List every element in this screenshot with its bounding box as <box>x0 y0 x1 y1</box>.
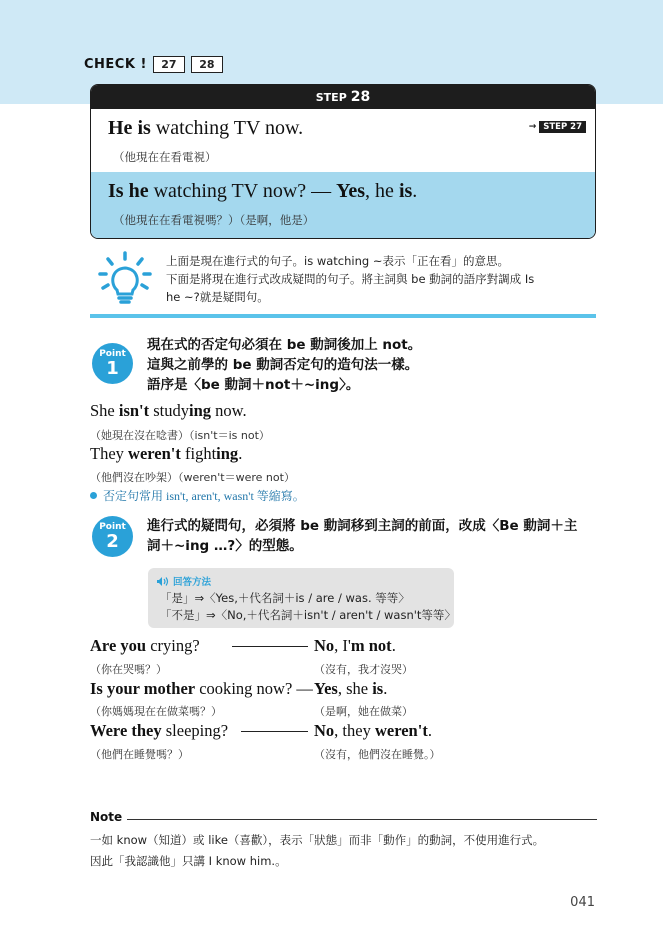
point-1-note-text: 否定句常用 isn't, aren't, wasn't 等縮寫。 <box>103 489 305 503</box>
qa-2-answer: Yes, she is. <box>314 679 388 698</box>
step-number: 28 <box>350 89 371 105</box>
answer-method-box <box>148 568 454 628</box>
point-1-text <box>147 335 421 395</box>
step-header <box>91 85 595 109</box>
example-row-1 <box>91 109 595 172</box>
check-box-27[interactable]: 27 <box>153 56 185 73</box>
word-yes: Yes <box>336 180 366 202</box>
point-1-number: 1 <box>106 357 119 379</box>
check-box-28[interactable]: 28 <box>191 56 223 73</box>
word-is: is <box>137 117 151 139</box>
point-1-example-1: She isn't studying now. <box>90 401 247 420</box>
point-2-label: Point <box>99 521 126 532</box>
qa-3-answer: No, they weren't. <box>314 721 432 740</box>
qa-1-question: Are you crying? <box>90 636 200 655</box>
section-divider <box>90 314 596 318</box>
note-title: Note <box>90 810 123 824</box>
word-he: He <box>108 117 133 139</box>
point-1-example-2: They weren't fighting. <box>90 444 243 463</box>
word-is-q: Is <box>108 180 124 202</box>
qa-2-question: Is your mother cooking now? — <box>90 679 313 698</box>
arrow-icon: → <box>528 122 537 132</box>
lightbulb-icon <box>96 250 154 306</box>
answer-no: 「不是」⇒〈No,＋代名詞＋isn't / aren't / wasn't等等〉 <box>160 608 456 622</box>
speaker-icon <box>156 576 169 587</box>
note-text <box>90 830 600 872</box>
point-2-badge <box>92 516 133 557</box>
point-1-example-1-translation: （她現在沒在唸書）（isn't＝is not） <box>90 429 270 442</box>
word-is-a: is <box>398 180 413 202</box>
word-he-q: he <box>128 180 149 202</box>
example-sentence-2 <box>108 180 417 203</box>
check-label: CHECK ! <box>84 57 147 72</box>
step-ref-link[interactable] <box>529 121 586 133</box>
answer-method-title: 回答方法 <box>173 577 212 588</box>
qa-2-answer-translation: （是啊，她在做菜） <box>314 705 413 718</box>
note-divider <box>127 819 597 820</box>
point-1-badge <box>92 343 133 384</box>
example-translation-1: （他現在在看電視） <box>113 150 217 164</box>
example-sentence-1 <box>108 117 303 140</box>
qa-1-answer: No, I'm not. <box>314 636 396 655</box>
point-1-line-1: 現在式的否定句必須在 be 動詞後加上 not。 <box>147 337 422 353</box>
bullet-icon <box>90 492 97 499</box>
word-watching-q: watching <box>153 180 227 202</box>
example-row-2 <box>91 172 595 239</box>
word-he-a: , he <box>365 180 394 202</box>
period: . <box>412 180 418 202</box>
point-1-line-2: 這與之前學的 be 動詞否定句的造句法一樣。 <box>147 357 419 373</box>
note-line-1: 一如 know（知道）或 like（喜歡），表示「狀態」而非「動作」的動詞，不使用進行式。 <box>90 833 545 847</box>
point-1-label: Point <box>99 348 126 359</box>
answer-method-header <box>156 574 211 588</box>
intro-line-1: 上面是現在進行式的句子。is watching ~表示「正在看」的意思。 <box>166 254 509 268</box>
step-label: STEP <box>315 90 347 104</box>
step-ref-tag: STEP 27 <box>539 121 586 133</box>
point-2-line-2: 詞＋~ing …?〉的型態。 <box>147 538 303 554</box>
check-bar <box>84 56 223 73</box>
qa-1-question-translation: （你在哭嗎？） <box>90 663 167 676</box>
note-line-2: 因此「我認識他」只講 I know him.。 <box>90 854 287 868</box>
point-1-note <box>90 487 305 504</box>
point-1-example-2-translation: （他們沒在吵架）（weren't＝were not） <box>90 471 295 484</box>
example-translation-2: （他現在在看電視嗎？）（是啊，他是） <box>113 213 315 227</box>
point-2-text <box>147 516 577 556</box>
answer-yes: 「是」⇒〈Yes,＋代名詞＋is / are / was. 等等〉 <box>160 591 410 605</box>
qa-3-question: Were they sleeping? <box>90 721 229 740</box>
intro-line-2: 下面是將現在進行式改成疑問的句子。將主詞與 be 動詞的語序對調成 Is <box>166 272 535 286</box>
word-tv-now: TV now. <box>233 117 304 139</box>
qa-3-connector <box>241 731 308 732</box>
page-number: 041 <box>570 895 595 910</box>
qa-2-question-translation: （你媽媽現在在做菜嗎？） <box>90 705 222 718</box>
point-1-line-3: 語序是〈be 動詞＋not＋~ing〉。 <box>147 377 360 393</box>
intro-text <box>166 252 586 306</box>
qa-3-answer-translation: （沒有，他們沒在睡覺。） <box>314 748 441 761</box>
word-tv-now-q: TV now? — <box>231 180 332 202</box>
point-2-number: 2 <box>106 530 119 552</box>
word-watch: watching <box>155 117 230 139</box>
step-box <box>90 84 596 239</box>
point-2-line-1: 進行式的疑問句，必須將 be 動詞移到主詞的前面，改成〈Be 動詞＋主 <box>147 518 578 534</box>
qa-1-answer-translation: （沒有，我才沒哭） <box>314 663 413 676</box>
qa-1-connector <box>232 646 308 647</box>
intro-line-3: he ~?就是疑問句。 <box>166 290 269 304</box>
qa-3-question-translation: （他們在睡覺嗎？） <box>90 748 189 761</box>
